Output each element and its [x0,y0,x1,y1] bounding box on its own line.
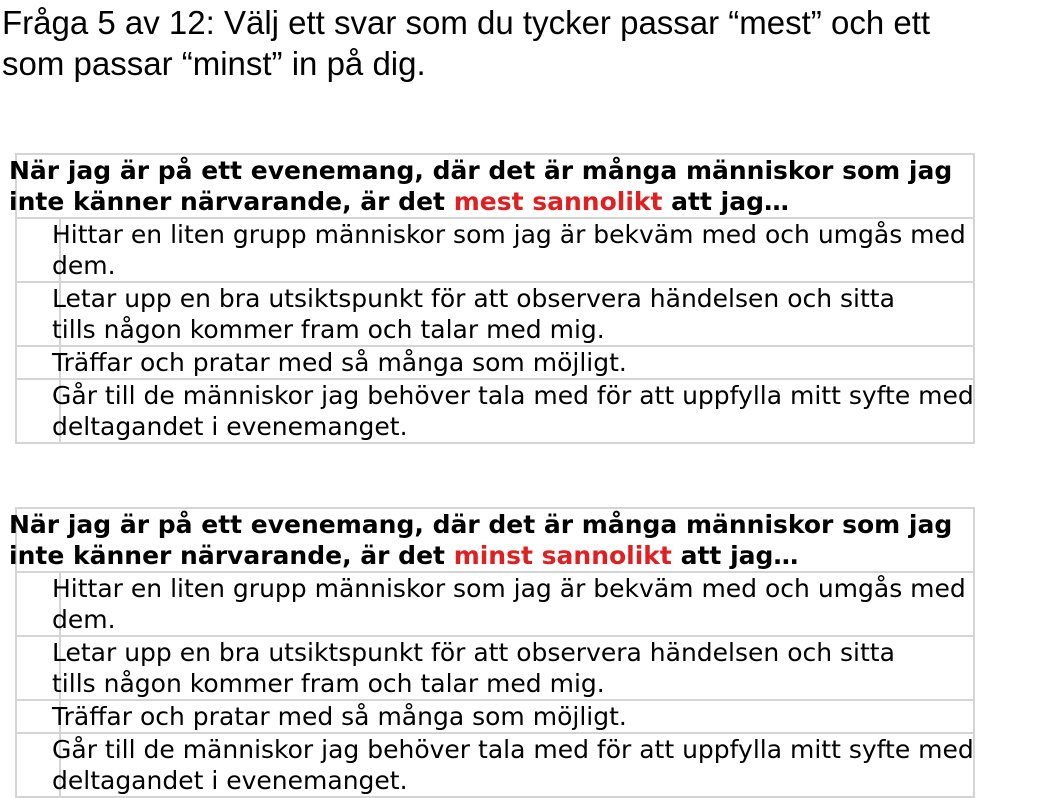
question-prompt-line2 [9,540,1009,571]
answer-option-cell[interactable] [52,219,975,283]
question-header-cell [9,509,975,573]
answer-option-cell[interactable] [52,380,975,444]
prompt-text-before: inte känner närvarande, är det [9,187,454,216]
answer-option-text-cont: tills någon kommer fram och talar med mig. [52,315,605,344]
answer-option-text: Hittar en liten grupp människor som jag är bekväm med och umgås med [52,220,966,249]
answer-option-row[interactable] [17,219,975,283]
answer-option-cell[interactable] [52,573,975,637]
answer-option-text: Letar upp en bra utsiktspunkt för att observera händelsen och sitta [52,638,895,667]
prompt-text-after: att jag… [671,541,799,570]
answer-option-text-cont: dem. [52,251,116,280]
question-header-cell [9,155,975,219]
answer-option-text: Träffar och pratar med så många som möjligt. [52,702,627,731]
page-title: Fråga 5 av 12: Välj ett svar som du tycker passar “mest” och ett som passar “minst” in på dig. [2,4,931,82]
answer-option-cell[interactable] [52,637,975,701]
answer-option-text-cont: dem. [52,605,116,634]
most-likely-table [9,153,975,444]
prompt-text-after: att jag… [662,187,789,216]
answer-option-text: Går till de människor jag behöver tala med för att uppfylla mitt syfte med [52,381,974,410]
answer-option-row[interactable] [17,734,975,798]
answer-option-row[interactable] [17,347,975,380]
question-header-row [17,155,975,219]
answer-option-text: Träffar och pratar med så många som möjligt. [52,348,627,377]
prompt-text-before: inte känner närvarande, är det [9,541,454,570]
answer-option-text: Letar upp en bra utsiktspunkt för att observera händelsen och sitta [52,284,895,313]
answer-option-cell[interactable] [52,347,975,380]
answer-option-cell[interactable] [52,283,975,347]
answer-option-row[interactable] [17,701,975,734]
answer-option-cell[interactable] [52,734,975,798]
answer-option-row[interactable] [17,283,975,347]
least-likely-table [9,507,975,798]
answer-option-cell[interactable] [52,701,975,734]
answer-option-text: Hittar en liten grupp människor som jag är bekväm med och umgås med [52,574,966,603]
prompt-emphasis-most: mest sannolikt [453,187,663,216]
question-prompt-line1: När jag är på ett evenemang, där det är många människor som jag [9,156,953,185]
prompt-emphasis-least: minst sannolikt [453,541,672,570]
answer-option-row[interactable] [17,380,975,444]
answer-option-text-cont: deltagandet i evenemanget. [52,766,408,795]
question-header-row [17,509,975,573]
answer-option-text-cont: deltagandet i evenemanget. [52,412,408,441]
answer-option-text-cont: tills någon kommer fram och talar med mig. [52,669,605,698]
question-prompt [9,155,1009,217]
question-prompt-line2 [9,186,1009,217]
answer-option-row[interactable] [17,637,975,701]
answer-option-text: Går till de människor jag behöver tala med för att uppfylla mitt syfte med [52,735,974,764]
question-prompt-line1: När jag är på ett evenemang, där det är många människor som jag [9,510,953,539]
question-prompt [9,509,1009,571]
answer-option-row[interactable] [17,573,975,637]
